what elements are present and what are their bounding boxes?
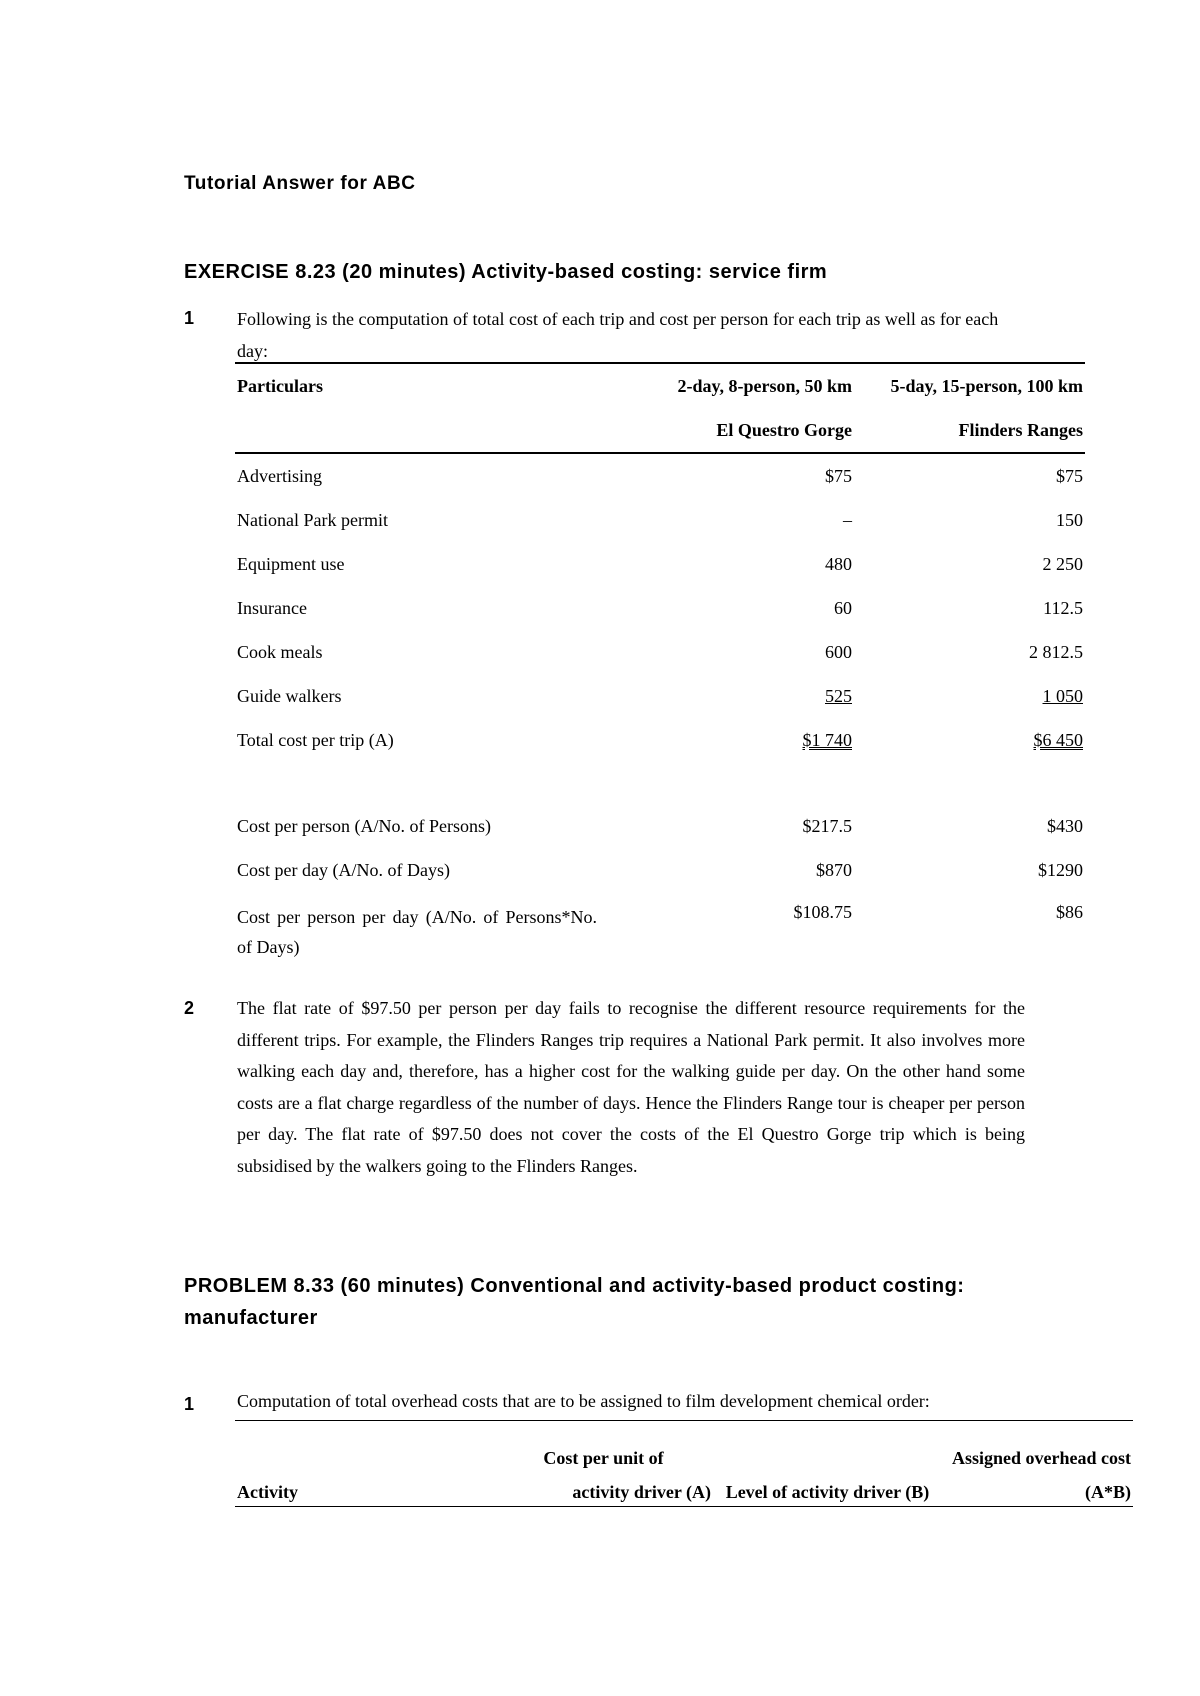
table-spacer — [235, 762, 1085, 804]
header-blank — [713, 1421, 942, 1470]
row-label: Equipment use — [237, 553, 345, 574]
header-blank — [235, 1421, 494, 1470]
col-header-trip-1-name: El Questro Gorge — [607, 408, 854, 453]
table-row — [235, 804, 1085, 848]
col-header-particulars: Particulars — [235, 363, 607, 408]
cell-value: 2 250 — [1042, 553, 1083, 574]
problem-question-1-text: Computation of total overhead costs that are to be assigned to film development chemical order: — [237, 1391, 930, 1411]
question-number-2: 2 — [184, 998, 195, 1018]
col-header-cost-line-2: activity driver (A) — [494, 1469, 713, 1507]
table-row — [235, 586, 1085, 630]
col-header-cost-line-1: Cost per unit of — [494, 1421, 713, 1470]
cell-value: 600 — [825, 641, 852, 662]
row-label: Cost per person per day (A/No. of Persons*No. of Days) — [237, 907, 597, 957]
col-header-assigned-line-2: (A*B) — [942, 1469, 1133, 1507]
cell-value: $1290 — [1038, 859, 1083, 880]
row-label: Cook meals — [237, 641, 323, 662]
table-header-row — [235, 363, 1085, 408]
question-2-text: The flat rate of $97.50 per person per day fails to recognise the different resource requirements for the different trips. For example, the Flinders Ranges trip requires a National Park permit. It also involves more walking each day and, therefore, has a higher cost for the walking guide per day. On the other hand some costs are a flat charge regardless of the number of days. Hence the Flinders Range tour is cheaper per person per day. The flat rate of $97.50 does not cover the costs of the El Questro Gorge trip which is being subsidised by the walkers going to the Flinders Ranges. — [237, 998, 1025, 1176]
overhead-cost-table — [235, 1420, 1133, 1507]
table-row — [235, 542, 1085, 586]
cell-value: 150 — [1056, 509, 1083, 530]
col-header-assigned-line-1: Assigned overhead cost — [942, 1421, 1133, 1470]
cell-value: 2 812.5 — [1029, 641, 1083, 662]
cell-value: $75 — [825, 465, 852, 486]
col-header-blank — [235, 408, 607, 453]
col-header-trip-1: 2-day, 8-person, 50 km — [607, 363, 854, 408]
table-row — [235, 848, 1085, 892]
problem-heading-line-1: PROBLEM 8.33 (60 minutes) Conventional and activity-based product costing: — [184, 1275, 965, 1297]
row-label: Cost per person (A/No. of Persons) — [237, 815, 491, 836]
cell-value: $870 — [816, 859, 852, 880]
cell-value: 60 — [834, 597, 852, 618]
row-label: National Park permit — [237, 509, 388, 530]
table-row — [235, 453, 1085, 498]
cell-value: $217.5 — [802, 815, 852, 836]
cell-value: $1 740 — [802, 729, 852, 750]
col-header-activity: Activity — [235, 1469, 494, 1507]
cell-value: 525 — [825, 685, 852, 706]
cell-value: $430 — [1047, 815, 1083, 836]
cell-value: 480 — [825, 553, 852, 574]
cell-value: – — [843, 509, 852, 530]
row-label: Advertising — [237, 465, 322, 486]
table-row-total — [235, 718, 1085, 762]
row-label: Cost per day (A/No. of Days) — [237, 859, 450, 880]
table-row — [235, 498, 1085, 542]
cell-value: 112.5 — [1043, 597, 1083, 618]
table-row — [235, 892, 1085, 962]
col-header-trip-2-name: Flinders Ranges — [854, 408, 1085, 453]
cell-value: $86 — [1056, 902, 1083, 922]
table-header-row — [235, 1421, 1133, 1470]
table-header-row — [235, 408, 1085, 453]
col-header-level: Level of activity driver (B) — [713, 1469, 942, 1507]
trip-cost-table — [235, 362, 1085, 962]
cell-value: $108.75 — [793, 902, 852, 922]
row-label: Insurance — [237, 597, 307, 618]
problem-heading — [184, 1275, 964, 1330]
problem-question-number-1: 1 — [184, 1394, 195, 1414]
table-row — [235, 630, 1085, 674]
problem-heading-line-2: manufacturer — [184, 1307, 318, 1329]
cell-value: $75 — [1056, 465, 1083, 486]
cell-value: $6 450 — [1033, 729, 1083, 750]
table-header-row — [235, 1469, 1133, 1507]
row-label: Total cost per trip (A) — [237, 729, 394, 750]
table-row — [235, 674, 1085, 718]
exercise-heading: EXERCISE 8.23 (20 minutes) Activity-based costing: service firm — [184, 261, 828, 283]
col-header-trip-2: 5-day, 15-person, 100 km — [854, 363, 1085, 408]
cell-value: 1 050 — [1042, 685, 1083, 706]
question-number-1: 1 — [184, 308, 195, 328]
row-label: Guide walkers — [237, 685, 342, 706]
document-title: Tutorial Answer for ABC — [184, 173, 416, 194]
question-1-text: Following is the computation of total cost of each trip and cost per person for each trip as well as for each day: — [237, 309, 999, 361]
